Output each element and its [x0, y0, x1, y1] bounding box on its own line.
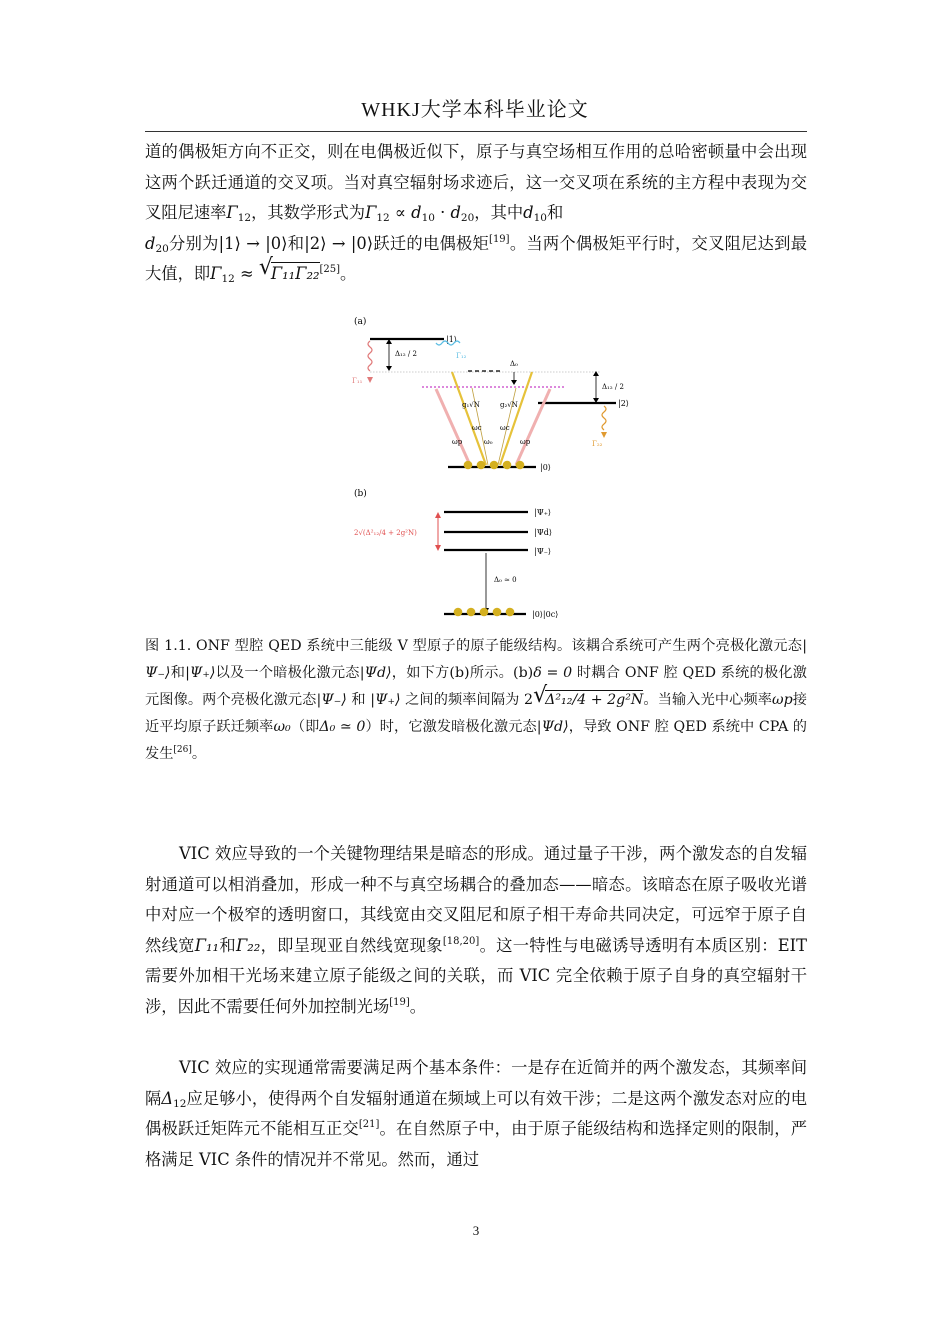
paragraph-2: VIC 效应导致的一个关键物理结果是暗态的形成。通过量子干涉，两个激发态的自发辐射通道可以相消叠加，形成一种不与真空场耦合的叠加态——暗态。该暗态在原子吸收光谱中对应一个极窄的透明窗口，其线宽由交叉阻尼和原子相干寿命共同决定，可远窄于原子自然线宽Γ₁₁和Γ₂₂，即呈现亚自然线宽现象[18,20]。这一特性与电磁诱导透明有本质区别：EIT 需要外加相干光场来建立原子能级之间的关联，而 VIC 完全依赖于原子自身的真空辐射干涉，因此不需要任何外加控制光场[19]。 [145, 844, 807, 1016]
label-gamma22: Γ₂₂ [592, 440, 603, 448]
label-delta12-left: Δ₁₂ / 2 [395, 350, 417, 358]
label-gamma11: Γ₁₁ [352, 377, 363, 385]
coupling-right [500, 372, 532, 465]
citation: [18,20] [442, 935, 480, 947]
coupling-left [452, 372, 486, 465]
atom [506, 608, 515, 617]
arrowhead [511, 380, 517, 385]
label-wc-right: ωc [500, 424, 510, 432]
label-w0: ω₀ [484, 438, 493, 446]
label-level-1: |1⟩ [446, 335, 457, 344]
arrowhead [435, 545, 441, 551]
arrowhead [367, 377, 373, 383]
label-level-0: |0⟩ [540, 463, 551, 472]
label-g2: g₂√N [500, 401, 518, 409]
label-delta12-right: Δ₁₂ / 2 [602, 383, 624, 391]
panel-a-label: (a) [354, 317, 367, 327]
gamma11-wave [368, 341, 372, 371]
label-delta0-zero: Δ₀ ≃ 0 [494, 576, 517, 584]
citation: [26] [173, 745, 192, 755]
atom [480, 608, 489, 617]
citation: [19] [389, 996, 410, 1008]
label-ground: |0⟩|0c⟩ [532, 610, 559, 619]
atom [454, 608, 463, 617]
gamma22-wave [602, 406, 606, 430]
arrowhead [435, 512, 441, 518]
label-delta0: Δ₀ [510, 360, 518, 368]
label-splitting: 2√(Δ²₁₂/4 + 2g²N) [354, 529, 417, 537]
sqrt-expression: √ Γ₁₁Γ₂₂ [258, 255, 320, 284]
label-psi-plus: |Ψ₊⟩ [534, 508, 552, 517]
atom [493, 608, 502, 617]
arrowhead [386, 366, 392, 371]
label-wc-left: ωc [472, 424, 482, 432]
atom [467, 608, 476, 617]
page-number: 3 [472, 1223, 480, 1238]
label-psi-minus: |Ψ₋⟩ [534, 547, 552, 556]
energy-diagram-svg [340, 310, 640, 626]
label-gamma12: Γ₁₂ [456, 352, 467, 360]
label-level-2: |2⟩ [618, 399, 629, 408]
citation: [19] [489, 233, 510, 245]
label-psi-d: |Ψd⟩ [534, 528, 552, 537]
header-rule [145, 131, 807, 132]
arrowhead [601, 432, 607, 438]
figure-caption: 图 1.1. ONF 型腔 QED 系统中三能级 V 型原子的原子能级结构。该耦合系统可产生两个亮极化激元态|Ψ₋⟩和|Ψ₊⟩以及一个暗极化激元态|Ψd⟩，如下方(b)所示。(b)δ = 0 时耦合 ONF 腔 QED 系统的极化激元图像。两个亮极化激元态|Ψ₋⟩ 和 |Ψ₊⟩ 之间的频率间隔为 2 √ Δ²₁₂/4 + 2g²N。当输入光中心频率ωp接近平均原子跃迁频率ω₀（即Δ₀ ≃ 0）时，它激发暗极化激元态|Ψd⟩，导致 ONF 腔 QED 系统中 CPA 的发生[26]。 [145, 638, 807, 762]
sqrt-expression: √ Δ²₁₂/4 + 2g²N [533, 683, 644, 708]
energy-level-figure [340, 310, 640, 626]
label-g1: g₁√N [462, 401, 480, 409]
label-wp-left: ωp [452, 438, 463, 446]
citation: [25] [319, 264, 341, 276]
paragraph-3: VIC 效应的实现通常需要满足两个基本条件：一是存在近简并的两个激发态，其频率间隔$\Delta_{12}$应足够小，使得两个自发辐射通道在频域上可以有效干涉；二是这两个激发态对应的电偶极跃迁矩阵元不能相互正交[21]。在自然原子中，由于原子能级结构和选择定则的限制，严格满足 VIC 条件的情况并不常见。然而，通过 [145, 1058, 807, 1169]
atom [503, 461, 512, 470]
running-header: WHKJ大学本科毕业论文 [361, 99, 589, 121]
panel-b-label: (b) [354, 489, 367, 499]
atom [490, 461, 499, 470]
atom [464, 461, 473, 470]
paragraph-1: 道的偶极矩方向不正交，则在电偶极近似下，原子与真空场相互作用的总哈密顿量中会出现这两个跃迁通道的交叉项。当对真空辐射场求迹后，这一交叉项在系统的主方程中表现为交叉阻尼速率$\Gamma_{12}$，其数学形式为$\Gamma_{12} \propto d_{10} \cdot d_{20}$，其中$d_{10}$和 $d_{20}$分别为|1⟩ → |0⟩和|2⟩ → |0⟩跃迁的电偶极矩[19]。当两个偶极矩平行时，交叉阻尼达到最大值，即$\Gamma_{12}$ ≈ √ Γ₁₁Γ₂₂[25]。 [145, 137, 807, 290]
atom [477, 461, 486, 470]
label-wp-right: ωp [520, 438, 531, 446]
citation: [21] [358, 1119, 380, 1131]
atom [516, 461, 525, 470]
